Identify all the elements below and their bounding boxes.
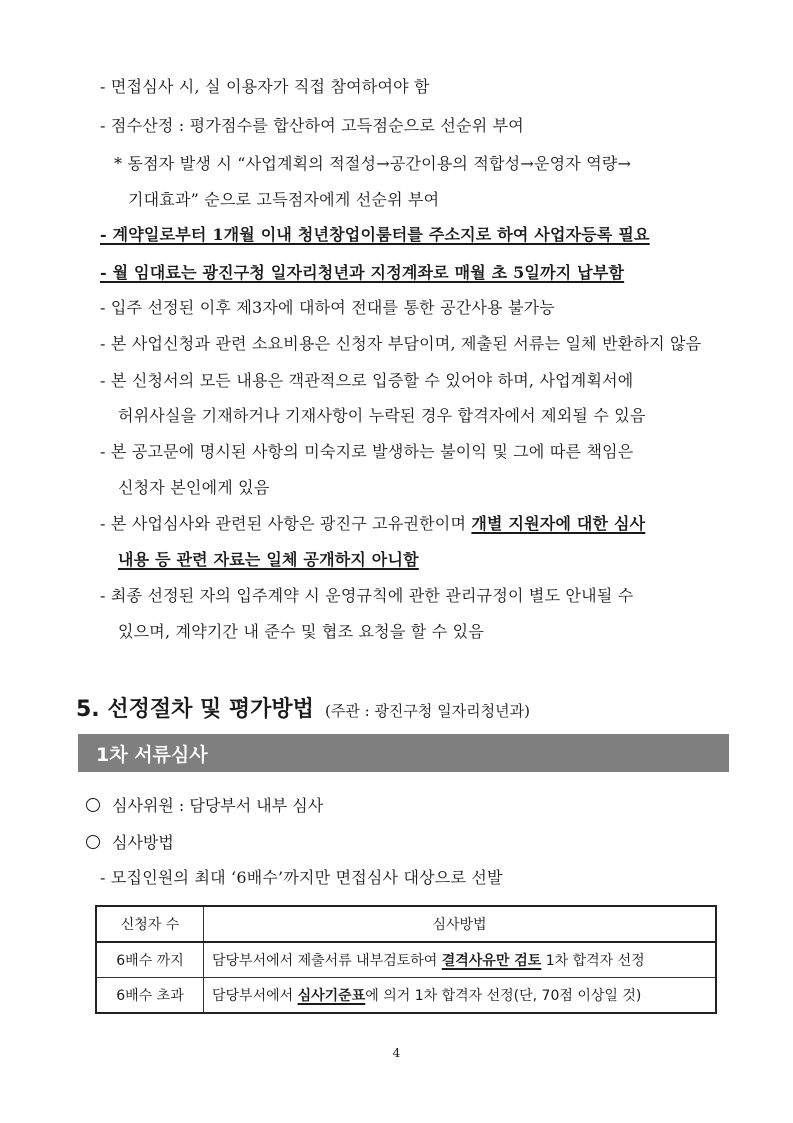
cell-method-text: 에 의거 1차 합격자 선정(단, 70점 이상일 것) — [365, 988, 642, 1004]
note-tie-rule-cont: 기대효과” 순으로 고득점자에게 선순위 부여 — [128, 190, 440, 209]
bullet-reviewers-text: 심사위원 : 담당부서 내부 심사 — [112, 796, 324, 815]
note-rent-payment: - 월 임대료는 광진구청 일자리청년과 지정계좌로 매월 초 5일까지 납부함 — [100, 263, 625, 282]
section-title: 5. 선정절차 및 평가방법 — [76, 697, 314, 722]
note-responsibility-cont: 신청자 본인에게 있음 — [118, 478, 270, 497]
note-confidential-text: - 본 사업심사와 관련된 사항은 광진구 고유권한이며 — [100, 514, 467, 533]
cell-method-emphasis: 결격사유만 검토 — [441, 953, 542, 969]
header-applicant-count: 신청자 수 — [96, 906, 204, 942]
cell-method — [204, 942, 717, 978]
table-row — [96, 942, 716, 978]
section-heading — [76, 692, 530, 723]
table-header-row — [96, 906, 716, 942]
page-number: 4 — [392, 1046, 401, 1060]
cell-method-text: 담당부서에서 — [212, 988, 298, 1004]
bullet-method — [86, 832, 174, 854]
bullet-reviewers — [86, 795, 323, 817]
note-selection-limit: - 모집인원의 최대 ‘6배수’까지만 면접심사 대상으로 선발 — [100, 868, 503, 887]
note-no-sublease: - 입주 선정된 이후 제3자에 대하여 전대를 통한 공간사용 불가능 — [100, 298, 555, 317]
note-interview: - 면접심사 시, 실 이용자가 직접 참여하여야 함 — [100, 77, 430, 96]
review-method-table — [95, 905, 717, 1014]
note-verifiable: - 본 신청서의 모든 내용은 객관적으로 입증할 수 있어야 하며, 사업계획서에 — [100, 371, 634, 390]
note-responsibility: - 본 공고문에 명시된 사항의 미숙지로 발생하는 불이익 및 그에 따른 책임은 — [100, 442, 634, 461]
circle-bullet-icon — [86, 798, 100, 812]
note-verifiable-cont: 허위사실을 기재하거나 기재사항이 누락된 경우 합격자에서 제외될 수 있음 — [118, 406, 646, 425]
note-costs: - 본 사업신청과 관련 소요비용은 신청자 부담이며, 제출된 서류는 일체 반환하지 않음 — [100, 334, 702, 353]
cell-method-emphasis: 심사기준표 — [297, 988, 366, 1004]
note-contract-rules-cont: 있으며, 계약기간 내 준수 및 협조 요청을 할 수 있음 — [118, 622, 484, 641]
cell-count: 6배수 까지 — [96, 942, 204, 978]
note-confidential-cont: 내용 등 관련 자료는 일체 공개하지 아니함 — [118, 550, 419, 569]
cell-method — [204, 978, 717, 1014]
note-confidential — [100, 513, 645, 535]
section-subtitle: (주관 : 광진구청 일자리청년과) — [325, 702, 530, 720]
cell-method-text: 1차 합격자 선정 — [541, 953, 645, 969]
note-contract-rules: - 최종 선정된 자의 입주계약 시 운영규칙에 관한 관리규정이 별도 안내될 수 — [100, 586, 634, 605]
circle-bullet-icon — [86, 835, 100, 849]
header-review-method: 심사방법 — [204, 906, 717, 942]
stage-banner-label: 1차 서류심사 — [96, 744, 208, 766]
stage-banner — [78, 734, 729, 772]
cell-count: 6배수 초과 — [96, 978, 204, 1014]
cell-method-text: 담당부서에서 제출서류 내부검토하여 — [212, 953, 442, 969]
note-confidential-emphasis: 개별 지원자에 대한 심사 — [471, 514, 646, 533]
table-row — [96, 978, 716, 1014]
note-tie-rule: * 동점자 발생 시 “사업계획의 적절성→공간이용의 적합성→운영자 역량→ — [114, 154, 632, 173]
bullet-method-text: 심사방법 — [112, 833, 174, 852]
note-business-registration: - 계약일로부터 1개월 이내 청년창업이룸터를 주소지로 하여 사업자등록 필요 — [100, 225, 650, 244]
note-scoring: - 점수산정 : 평가점수를 합산하여 고득점순으로 선순위 부여 — [100, 116, 524, 135]
